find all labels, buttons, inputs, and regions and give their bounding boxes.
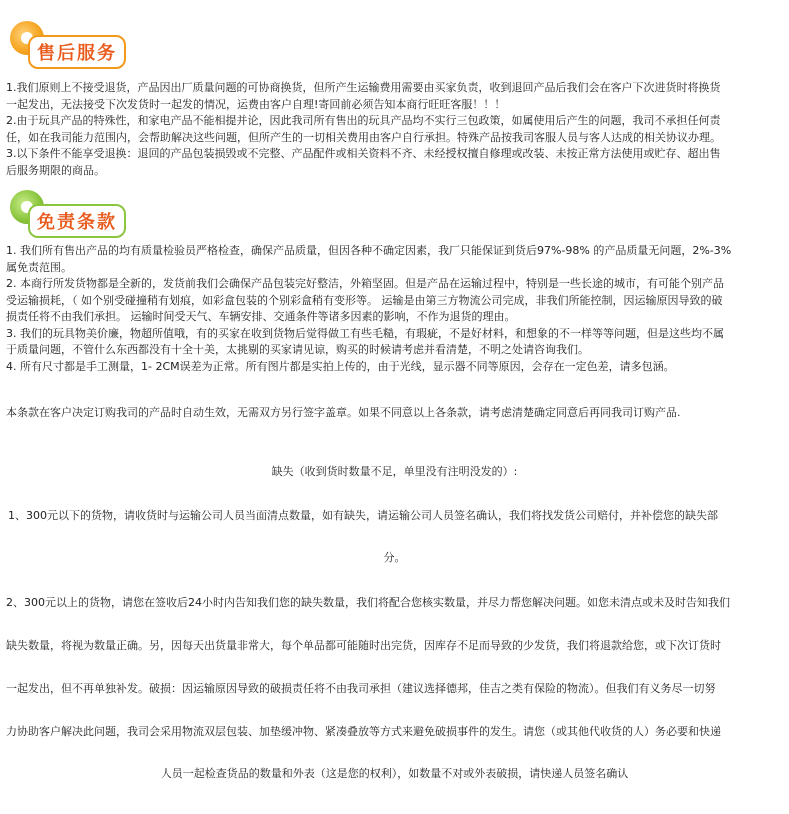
text-line: 2.由于玩具产品的特殊性，和家电产品不能相提并论，因此我司所有售出的玩具产品均不实行三包政策，如属使用后产生的问题，我司不承担任何责 bbox=[6, 114, 721, 127]
shortage-item2-line: 2、300元以上的货物，请您在签收后24小时内告知我们您的缺失数量，我们将配合您核实数量，并尽力帮您解决问题。如您未清点或未及时告知我们 bbox=[6, 596, 730, 609]
text-line: 一起发出，无法接受下次发货时一起发的情况，运费由客户自理!寄回前必须告知本商行旺旺客服！！！ bbox=[6, 97, 506, 111]
after-sales-badge bbox=[28, 35, 126, 69]
shortage-item2-line: 一起发出，但不再单独补发。破损：因运输原因导致的破损责任将不由我司承担（建议选择德邦，佳吉之类有保险的物流）。但我们有义务尽一切努 bbox=[6, 682, 716, 695]
text-line: 于质量问题，不管什么东西都没有十全十美，太挑剔的买家请见谅，购买的时候请考虑并看清楚，不明之处请咨询我们。 bbox=[6, 343, 589, 356]
disclaimer-badge bbox=[28, 204, 126, 238]
shortage-item2-last: 人员一起检查货品的数量和外表（这是您的权利），如数量不对或外表破损，请快递人员签名确认 bbox=[160, 767, 629, 780]
shortage-item1-line1: 1、300元以下的货物，请收货时与运输公司人员当面清点数量，如有缺失，请运输公司人员签名确认，我们将找发货公司赔付，并补偿您的缺失部 bbox=[8, 509, 718, 522]
shortage-heading: 缺失（收到货时数量不足，单里没有注明没发的）: bbox=[271, 465, 518, 478]
shortage-item1-line2: 分。 bbox=[383, 551, 406, 564]
text-line: 4. 所有尺寸都是手工测量，1- 2CM误差为正常。所有图片都是实拍上传的，由于光线，显示器不同等原因，会存在一定色差，请多包涵。 bbox=[6, 359, 675, 373]
text-line: 1.我们原则上不接受退货，产品因出厂质量问题的可协商换货，但所产生运输费用需要由买家负责，收到退回产品后我们会在客户下次进货时将换货 bbox=[6, 81, 721, 94]
text-line: 损责任将不由我们承担。 运输时间受天气、车辆安排、交通条件等诸多因素的影响，不作为退货的理由。 bbox=[6, 310, 516, 323]
text-line: 3.以下条件不能享受退换：退回的产品包装损毁或不完整、产品配件或相关资料不齐、未经授权擅自修理或改装、未按正常方法使用或贮存、超出售 bbox=[6, 147, 721, 160]
text-line: 3. 我们的玩具物美价廉，物超所值哦，有的买家在收到货物后觉得做工有些毛糙，有瑕疵，不是好材料，和想象的不一样等等问题，但是这些均不属 bbox=[6, 326, 724, 340]
shortage-item2-line: 力协助客户解决此问题，我司会采用物流双层包装、加垫缓冲物、紧凑叠放等方式来避免破损事件的发生。请您（或其他代收货的人）务必要和快递 bbox=[6, 725, 721, 738]
text-line: 任，如在我司能力范围内，会帮助解决这些问题，但所产生的一切相关费用由客户自行承担。特殊产品按我司客服人员与客人达成的相关协议办理。 bbox=[6, 130, 721, 144]
after-sales-text bbox=[6, 80, 776, 179]
text-line: 2. 本商行所发货物都是全新的，发货前我们会确保产品包装完好整洁，外箱坚固。但是产品在运输过程中，特别是一些长途的城市，有可能个别产品 bbox=[6, 277, 724, 290]
text-line: 属免责范围。 bbox=[6, 260, 72, 274]
agreement-text: 本条款在客户决定订购我司的产品时自动生效，无需双方另行签字盖章。如果不同意以上各条款，请考虑清楚确定同意后再同我司订购产品. bbox=[6, 406, 681, 419]
text-line: 1. 我们所有售出产品的均有质量检验员严格检查，确保产品质量，但因各种不确定因素，我厂只能保证到货后97%-98% 的产品质量无问题，2%-3% bbox=[6, 244, 732, 257]
shortage-item2-line: 缺失数量，将视为数量正确。另，因每天出货量非常大，每个单品都可能随时出完货，因库存不足而导致的少发货，我们将退款给您，或下次订货时 bbox=[6, 639, 721, 652]
disclaimer-title: 免责条款 bbox=[37, 212, 117, 233]
disclaimer-header bbox=[6, 190, 126, 238]
after-sales-title: 售后服务 bbox=[37, 43, 117, 64]
text-line: 受运输损耗，（ 如个别受碰撞稍有划痕，如彩盒包装的个别彩盒稍有变形等。 运输是由第三方物流公司完成，非我们所能控制，因运输原因导致的破 bbox=[6, 293, 723, 307]
after-sales-header bbox=[6, 21, 126, 69]
disclaimer-text bbox=[6, 243, 776, 375]
text-line: 后服务期限的商品。 bbox=[6, 163, 105, 177]
